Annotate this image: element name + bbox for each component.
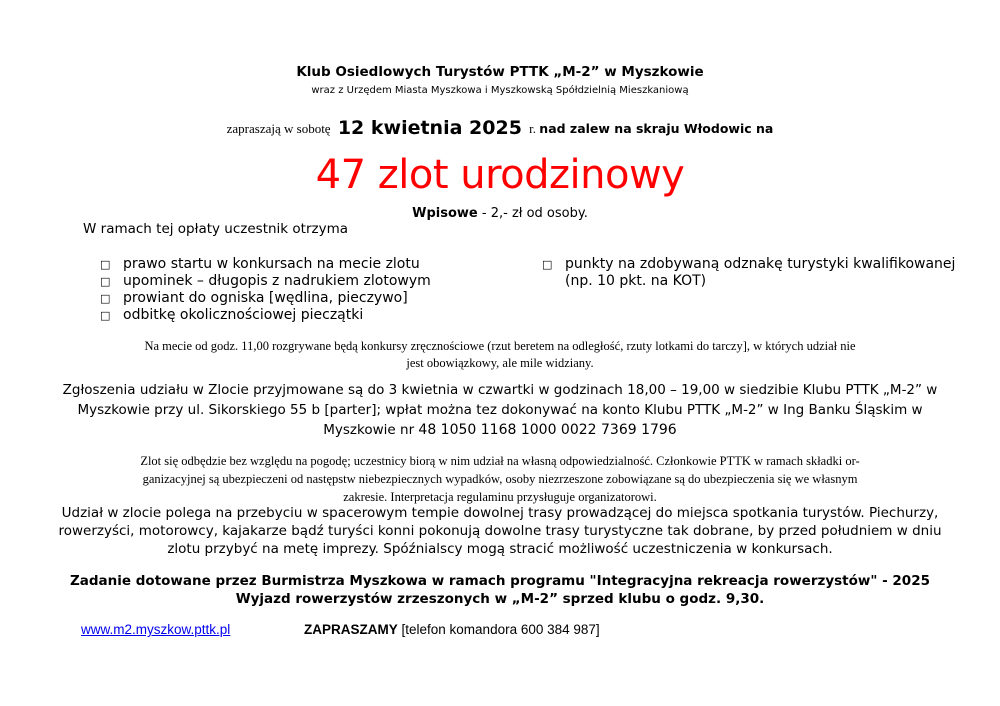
weather-paragraph: Zlot się odbędzie bez względu na pogodę; uczestnicy biorą w nim udział na własną odpowiedzialność. Członkowie PTTK w ramach składki or- ganizacyjnej są ubezpieczeni od następstw niebezpiecznych wypadków, osoby niezrzeszone zobowiązane są do ubezpieczenia się we własnym zakresie. Interpretacja regulaminu przysługuje organizatorowi.	[140, 454, 860, 504]
footer-line	[304, 622, 600, 637]
list-item: □ prawo startu w konkursach na mecie zlotu	[100, 256, 420, 272]
checkbox-bullet-icon: □	[100, 292, 111, 305]
invite-word: ZAPRASZAMY	[304, 622, 398, 637]
funding-paragraph: Zadanie dotowane przez Burmistrza Myszkowa w ramach programu "Integracyjna rekreacja rowerzystów" - 2025 Wyjazd rowerzystów zrzeszonych w „M-2” sprzed klubu o godz. 9,30.	[69, 573, 930, 607]
date-suffix: r.	[529, 121, 537, 136]
fee-amount: - 2,- zł od osoby.	[481, 206, 588, 221]
benefits-intro: W ramach tej opłaty uczestnik otrzyma	[83, 221, 349, 237]
benefits-list-right	[542, 256, 955, 290]
fee-line	[0, 206, 1000, 221]
checkbox-bullet-icon: □	[100, 309, 111, 322]
phone-info: [telefon komandora 600 384 987]	[401, 622, 600, 637]
co-organizers: wraz z Urzędem Miasta Myszkowa i Myszkowską Spółdzielnią Mieszkaniową	[311, 85, 689, 96]
event-title: 47 zlot urodzinowy	[315, 152, 685, 198]
invitation-line	[0, 117, 1000, 139]
fee-label: Wpisowe	[412, 206, 478, 221]
checkbox-bullet-icon: □	[100, 258, 111, 271]
invite-prefix: zapraszają w sobotę	[226, 121, 331, 136]
event-date: 12 kwietnia 2025	[337, 117, 522, 139]
contests-paragraph: Na mecie od godz. 11,00 rozgrywane będą konkursy zręcznościowe (rzut beretem na odległość, rzuty lotkami do tarczy], w których udział nie jest obowiązkowy, ale mile widziany.	[144, 339, 856, 370]
list-item: □ prowiant do ogniska [wędlina, pieczywo]	[100, 290, 408, 306]
checkbox-bullet-icon: □	[100, 275, 111, 288]
registration-paragraph: Zgłoszenia udziału w Zlocie przyjmowane są do 3 kwietnia w czwartki w godzinach 18,00 – 19,00 w siedzibie Klubu PTTK „M-2” w Myszkowie przy ul. Sikorskiego 55 b [parter]; wpłat można tez dokonywać na konto Klubu PTTK „M-2” w Ing Banku Śląskim w Myszkowie nr 48 1050 1168 1000 0022 7369 1796	[62, 382, 938, 438]
benefits-list-left	[100, 256, 431, 324]
list-item: □ punkty na zdobywaną odznakę turystyki kwalifikowanej (np. 10 pkt. na KOT)	[542, 256, 956, 289]
rules-paragraph: Udział w zlocie polega na przebyciu w spacerowym tempie dowolnej trasy prowadzącej do miejsca spotkania turystów. Piechurzy, rowerzyści, motorowcy, kajakarze bądź turyści konni pokonują dowolne trasy turystyczne tak dobrane, by przed południem w dniu zlotu przybyć na metę imprezy. Spóźnialscy mogą stracić możliwość uczestniczenia w konkursach.	[58, 505, 942, 557]
list-item: □ upominek – długopis z nadrukiem zlotowym	[100, 273, 431, 289]
checkbox-bullet-icon: □	[542, 258, 553, 271]
event-location: nad zalew na skraju Włodowic na	[539, 121, 774, 136]
bank-account-number: 48 1050 1168 1000 0022 7369 1796	[418, 422, 677, 438]
website-link[interactable]: www.m2.myszkow.pttk.pl	[81, 622, 231, 637]
club-title: Klub Osiedlowych Turystów PTTK „M-2” w Myszkowie	[296, 64, 704, 80]
list-item: □ odbitkę okolicznościowej pieczątki	[100, 307, 364, 323]
